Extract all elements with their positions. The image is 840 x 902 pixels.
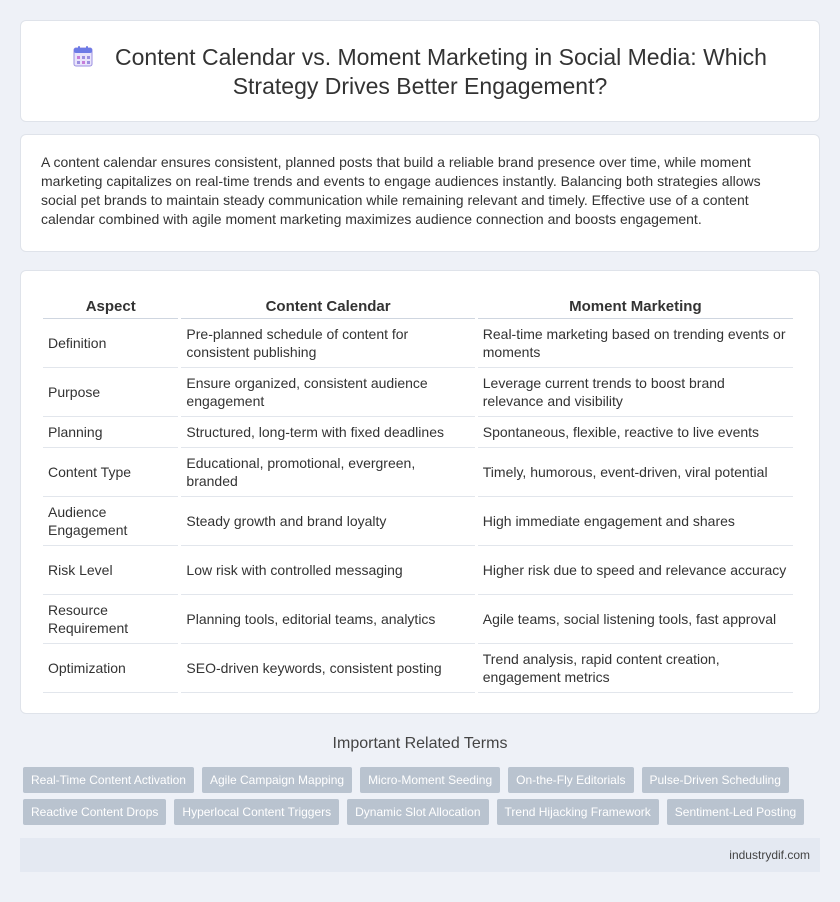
table-row: [43, 319, 793, 368]
cell-content-calendar: Low risk with controlled messaging: [181, 546, 474, 595]
table-row: [43, 448, 793, 497]
calendar-icon: [73, 45, 93, 67]
cell-content-calendar: Steady growth and brand loyalty: [181, 497, 474, 546]
header-content-calendar: Content Calendar: [181, 293, 474, 319]
cell-content-calendar: Structured, long-term with fixed deadlines: [181, 417, 474, 448]
header-aspect: Aspect: [43, 293, 178, 319]
cell-aspect: Audience Engagement: [43, 497, 178, 546]
header-moment-marketing: Moment Marketing: [478, 293, 793, 319]
cell-moment-marketing: Spontaneous, flexible, reactive to live events: [478, 417, 793, 448]
cell-moment-marketing: Leverage current trends to boost brand relevance and visibility: [478, 368, 793, 417]
related-term-tag[interactable]: Micro-Moment Seeding: [360, 767, 500, 793]
cell-aspect: Definition: [43, 319, 178, 368]
tag-row-1: [23, 767, 823, 793]
cell-content-calendar: Ensure organized, consistent audience engagement: [181, 368, 474, 417]
cell-aspect: Content Type: [43, 448, 178, 497]
table-row: [43, 497, 793, 546]
related-term-tag[interactable]: On-the-Fly Editorials: [508, 767, 633, 793]
cell-aspect: Risk Level: [43, 546, 178, 595]
related-term-tag[interactable]: Agile Campaign Mapping: [202, 767, 352, 793]
table-row: [43, 644, 793, 693]
cell-moment-marketing: Higher risk due to speed and relevance accuracy: [478, 546, 793, 595]
page-title: [21, 43, 819, 101]
related-term-tag[interactable]: Hyperlocal Content Triggers: [174, 799, 339, 825]
intro-paragraph: A content calendar ensures consistent, planned posts that build a reliable brand presence over time, while moment marketing capitalizes on real-time trends and events to engage audiences instantly. Balancing both strategies allows social pet brands to maintain steady communication while remaining relevant and timely. Effective use of a content calendar combined with agile moment marketing maximizes audience connection and boosts engagement.: [41, 154, 761, 227]
intro-card: [20, 134, 820, 252]
cell-moment-marketing: Trend analysis, rapid content creation, engagement metrics: [478, 644, 793, 693]
table-row: [43, 417, 793, 448]
related-terms-list: [23, 767, 823, 831]
footer-site-link[interactable]: industrydif.com: [729, 848, 810, 862]
related-term-tag[interactable]: Dynamic Slot Allocation: [347, 799, 488, 825]
cell-aspect: Optimization: [43, 644, 178, 693]
related-term-tag[interactable]: Reactive Content Drops: [23, 799, 166, 825]
related-term-tag[interactable]: Real-Time Content Activation: [23, 767, 194, 793]
title-card: [20, 20, 820, 122]
title-line-2: Strategy Drives Better Engagement?: [232, 73, 608, 99]
cell-aspect: Purpose: [43, 368, 178, 417]
cell-content-calendar: Pre-planned schedule of content for consistent publishing: [181, 319, 474, 368]
cell-content-calendar: SEO-driven keywords, consistent posting: [181, 644, 474, 693]
related-term-tag[interactable]: Trend Hijacking Framework: [497, 799, 659, 825]
table-row: [43, 368, 793, 417]
cell-aspect: Planning: [43, 417, 178, 448]
cell-moment-marketing: Agile teams, social listening tools, fast approval: [478, 595, 793, 644]
cell-aspect: Resource Requirement: [43, 595, 178, 644]
comparison-table: [40, 293, 796, 693]
table-header-row: [43, 293, 793, 319]
title-line-1: Content Calendar vs. Moment Marketing in Social Media: Which: [115, 44, 767, 70]
related-term-tag[interactable]: Pulse-Driven Scheduling: [642, 767, 789, 793]
table-row: [43, 595, 793, 644]
cell-moment-marketing: High immediate engagement and shares: [478, 497, 793, 546]
footer: [20, 838, 820, 872]
comparison-card: [20, 270, 820, 714]
cell-moment-marketing: Timely, humorous, event-driven, viral potential: [478, 448, 793, 497]
cell-content-calendar: Planning tools, editorial teams, analytics: [181, 595, 474, 644]
related-terms-heading: Important Related Terms: [332, 735, 508, 752]
related-term-tag[interactable]: Sentiment-Led Posting: [667, 799, 804, 825]
table-row: [43, 546, 793, 595]
cell-moment-marketing: Real-time marketing based on trending events or moments: [478, 319, 793, 368]
cell-content-calendar: Educational, promotional, evergreen, branded: [181, 448, 474, 497]
tag-row-2: [23, 799, 823, 825]
